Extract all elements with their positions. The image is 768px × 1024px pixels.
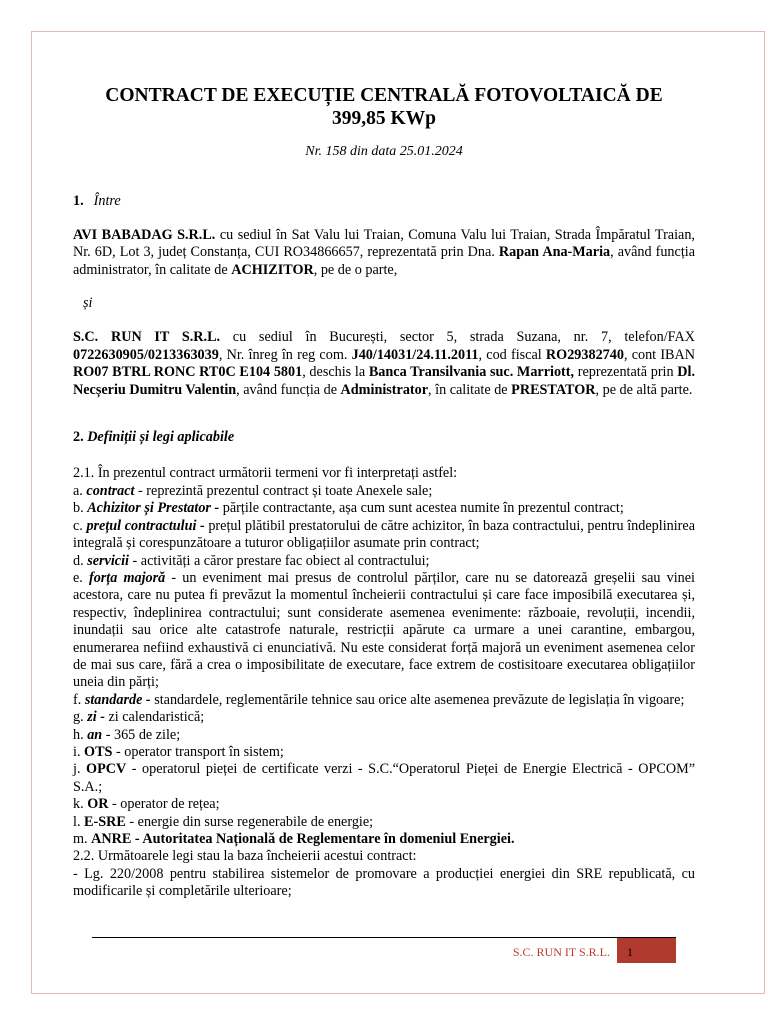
definition-term: forța majoră — [88, 569, 166, 586]
definition-text: - energie din surse regenerabile de energie; — [125, 813, 374, 830]
definition-text: prețul plătibil prestatorului de către achizitor, în baza contractului, pentru îndeplinirea integrală și corespunzătoare a tuturor obligațiilor asumate prin contract; — [73, 517, 695, 552]
definition-prefix: c. — [73, 517, 87, 534]
definition-text: - reprezintă prezentul contract și toate Anexele sale; — [134, 482, 433, 499]
party-1-name: AVI BABADAG S.R.L. — [73, 226, 216, 243]
definition-j — [73, 761, 695, 796]
contract-number: Nr. 158 din data 25.01.2024 — [305, 144, 463, 159]
definition-e — [73, 570, 695, 692]
definition-l — [73, 814, 695, 831]
definition-prefix: l. — [73, 813, 85, 830]
definition-text: zi calendaristică; — [104, 709, 205, 726]
definition-d — [73, 553, 695, 570]
party-1-text: , având funcția administrator, în calitate de — [73, 244, 696, 278]
definition-f — [73, 692, 695, 709]
section-1-heading — [73, 193, 695, 210]
definition-term: OTS — [84, 743, 113, 760]
definition-prefix: m. — [73, 831, 92, 847]
definition-text: standardele, reglementările tehnice sau orice alte asemenea prevăzute de legislația în vigoare; — [150, 691, 685, 708]
law-1: - Lg. 220/2008 pentru stabilirea sistemelor de promovare a producției energiei din SRE republicată, cu modificarile și completările ulterioare; — [73, 865, 695, 900]
party-2-phone: 0722630905/0213363039 — [73, 346, 219, 363]
definition-text: - activități a căror prestare fac obiect al contractului; — [128, 552, 430, 569]
party-2-text: , în calitate de — [428, 381, 512, 398]
party-2-name: S.C. RUN IT S.R.L. — [73, 329, 221, 346]
party-2-text: reprezentată prin — [574, 364, 678, 381]
definition-text: - un eveniment mai presus de controlul părților, care nu se datorează greșelii sau vinei acestora, care nu putea fi prevăzut la momentul încheierii contractului și care face imposibilă executarea și, respectiv, îndeplinirea contractului; sunt considerate asemenea evenimente: războaie, revoluții, incendii, inundații sau orice alte catastrofe naturale, restricții apărute ca urmare a unei carantine, embargou, enumerarea nefiind exhaustivă ci enunciativă. Nu este considerat forță majoră un eveniment asemenea celor de mai sus care, fără a crea o imposibilitate de executare, face extrem de costisitoare executarea obligațiilor uneia din părți; — [73, 569, 695, 691]
definition-m — [73, 831, 695, 848]
definition-k — [73, 796, 695, 813]
party-2-text: , cod fiscal — [478, 346, 546, 363]
party-2-paragraph — [73, 329, 695, 399]
party-2-text: , deschis la — [302, 364, 369, 381]
definition-a — [73, 483, 695, 500]
definition-term: OR — [87, 796, 109, 813]
definition-text: - 365 de zile; — [102, 726, 181, 743]
party-2-function: Administrator — [340, 381, 429, 398]
definition-term: standarde - — [84, 691, 151, 708]
section-2-number: 2. — [73, 429, 84, 446]
footer-company: S.C. RUN IT S.R.L. — [512, 945, 610, 959]
definition-c — [73, 518, 695, 553]
definition-term: servicii — [87, 552, 129, 569]
laws-intro: 2.2. Următoarele legi stau la baza încheierii acestui contract: — [73, 848, 417, 865]
definition-prefix: j. — [73, 761, 87, 778]
definitions-intro: 2.1. În prezentul contract următorii termeni vor fi interpretați astfel: — [73, 465, 458, 482]
party-1-paragraph — [73, 227, 695, 279]
definition-text: - operatorul pieței de certificate verzi - S.C.“Operatorul Pieței de Energie Electrică - OPCOM” S.A.; — [73, 761, 695, 795]
party-2-bank: Banca Transilvania suc. Marriott, — [368, 364, 575, 381]
page-number: 1 — [617, 938, 676, 963]
definition-i — [73, 744, 695, 761]
party-2-regcom: J40/14031/24.11.2011 — [351, 346, 479, 363]
document-body — [73, 84, 695, 901]
definition-prefix: i. — [73, 743, 85, 760]
section-2-label: Definiții și legi aplicabile — [83, 429, 235, 446]
definition-term: ANRE - Autoritatea Națională de Reglementare în domeniul Energiei. — [91, 831, 515, 847]
party-2-iban: RO07 BTRL RONC RT0C E104 5801 — [73, 364, 303, 381]
definition-term: Achizitor și Prestator - — [87, 500, 220, 517]
definition-prefix: f. — [73, 691, 85, 708]
definition-b — [73, 500, 695, 517]
definition-prefix: h. — [73, 726, 88, 743]
definition-term: OPCV — [86, 761, 127, 778]
party-2-fiscal-code: RO29382740 — [545, 346, 624, 363]
party-2-representative: Dl. Necșeriu Dumitru Valentin — [73, 364, 695, 398]
party-1-representative: Rapan Ana-Maria — [498, 244, 611, 261]
definition-prefix: e. — [73, 569, 89, 586]
definition-prefix: d. — [73, 552, 88, 569]
definition-term: an — [87, 726, 103, 743]
definition-g — [73, 709, 695, 726]
definition-prefix: k. — [73, 796, 88, 813]
section-2-heading — [73, 429, 695, 446]
definition-h — [73, 727, 695, 744]
party-2-text: , cont IBAN — [623, 346, 695, 363]
definition-text: - operator de rețea; — [108, 796, 220, 813]
definition-prefix: b. — [73, 500, 88, 517]
definition-term: contract — [86, 482, 135, 499]
title-line-1: CONTRACT DE EXECUȚIE CENTRALĂ FOTOVOLTAICĂ DE — [105, 85, 663, 106]
definition-term: prețul contractului - — [86, 517, 205, 534]
contract-title — [73, 84, 695, 130]
party-1-role: ACHIZITOR — [231, 261, 314, 278]
party-2-text: cu sediul în București, sector 5, strada Suzana, nr. 7, telefon/FAX — [220, 329, 696, 346]
party-2-text: , având funcția de — [236, 381, 341, 398]
definition-prefix: a. — [73, 482, 87, 499]
party-2-role: PRESTATOR — [511, 381, 596, 398]
conjunction: și — [83, 295, 93, 312]
footer-divider — [92, 937, 676, 938]
section-1-number: 1. — [73, 193, 84, 210]
section-1-label: Între — [93, 193, 121, 210]
definition-text: părțile contractante, așa cum sunt acestea numite în prezentul contract; — [219, 500, 624, 517]
party-2-text: , pe de altă parte. — [595, 381, 693, 398]
definition-prefix: g. — [73, 709, 88, 726]
party-2-text: , Nr. înreg în reg com. — [218, 346, 352, 363]
definition-term: zi - — [87, 709, 105, 726]
definition-text: - operator transport în sistem; — [112, 743, 284, 760]
party-1-text: , pe de o parte, — [313, 261, 398, 278]
definition-term: E-SRE — [84, 813, 126, 830]
party-1-text: cu sediul în Sat Valu lui Traian, Comuna Valu lui Traian, Strada Împăratul Traian, Nr. 6D, Lot 3, județ Constanța, CUI RO34866657, reprezentată prin Dna. — [73, 226, 695, 261]
title-line-2: 399,85 KWp — [331, 108, 436, 129]
